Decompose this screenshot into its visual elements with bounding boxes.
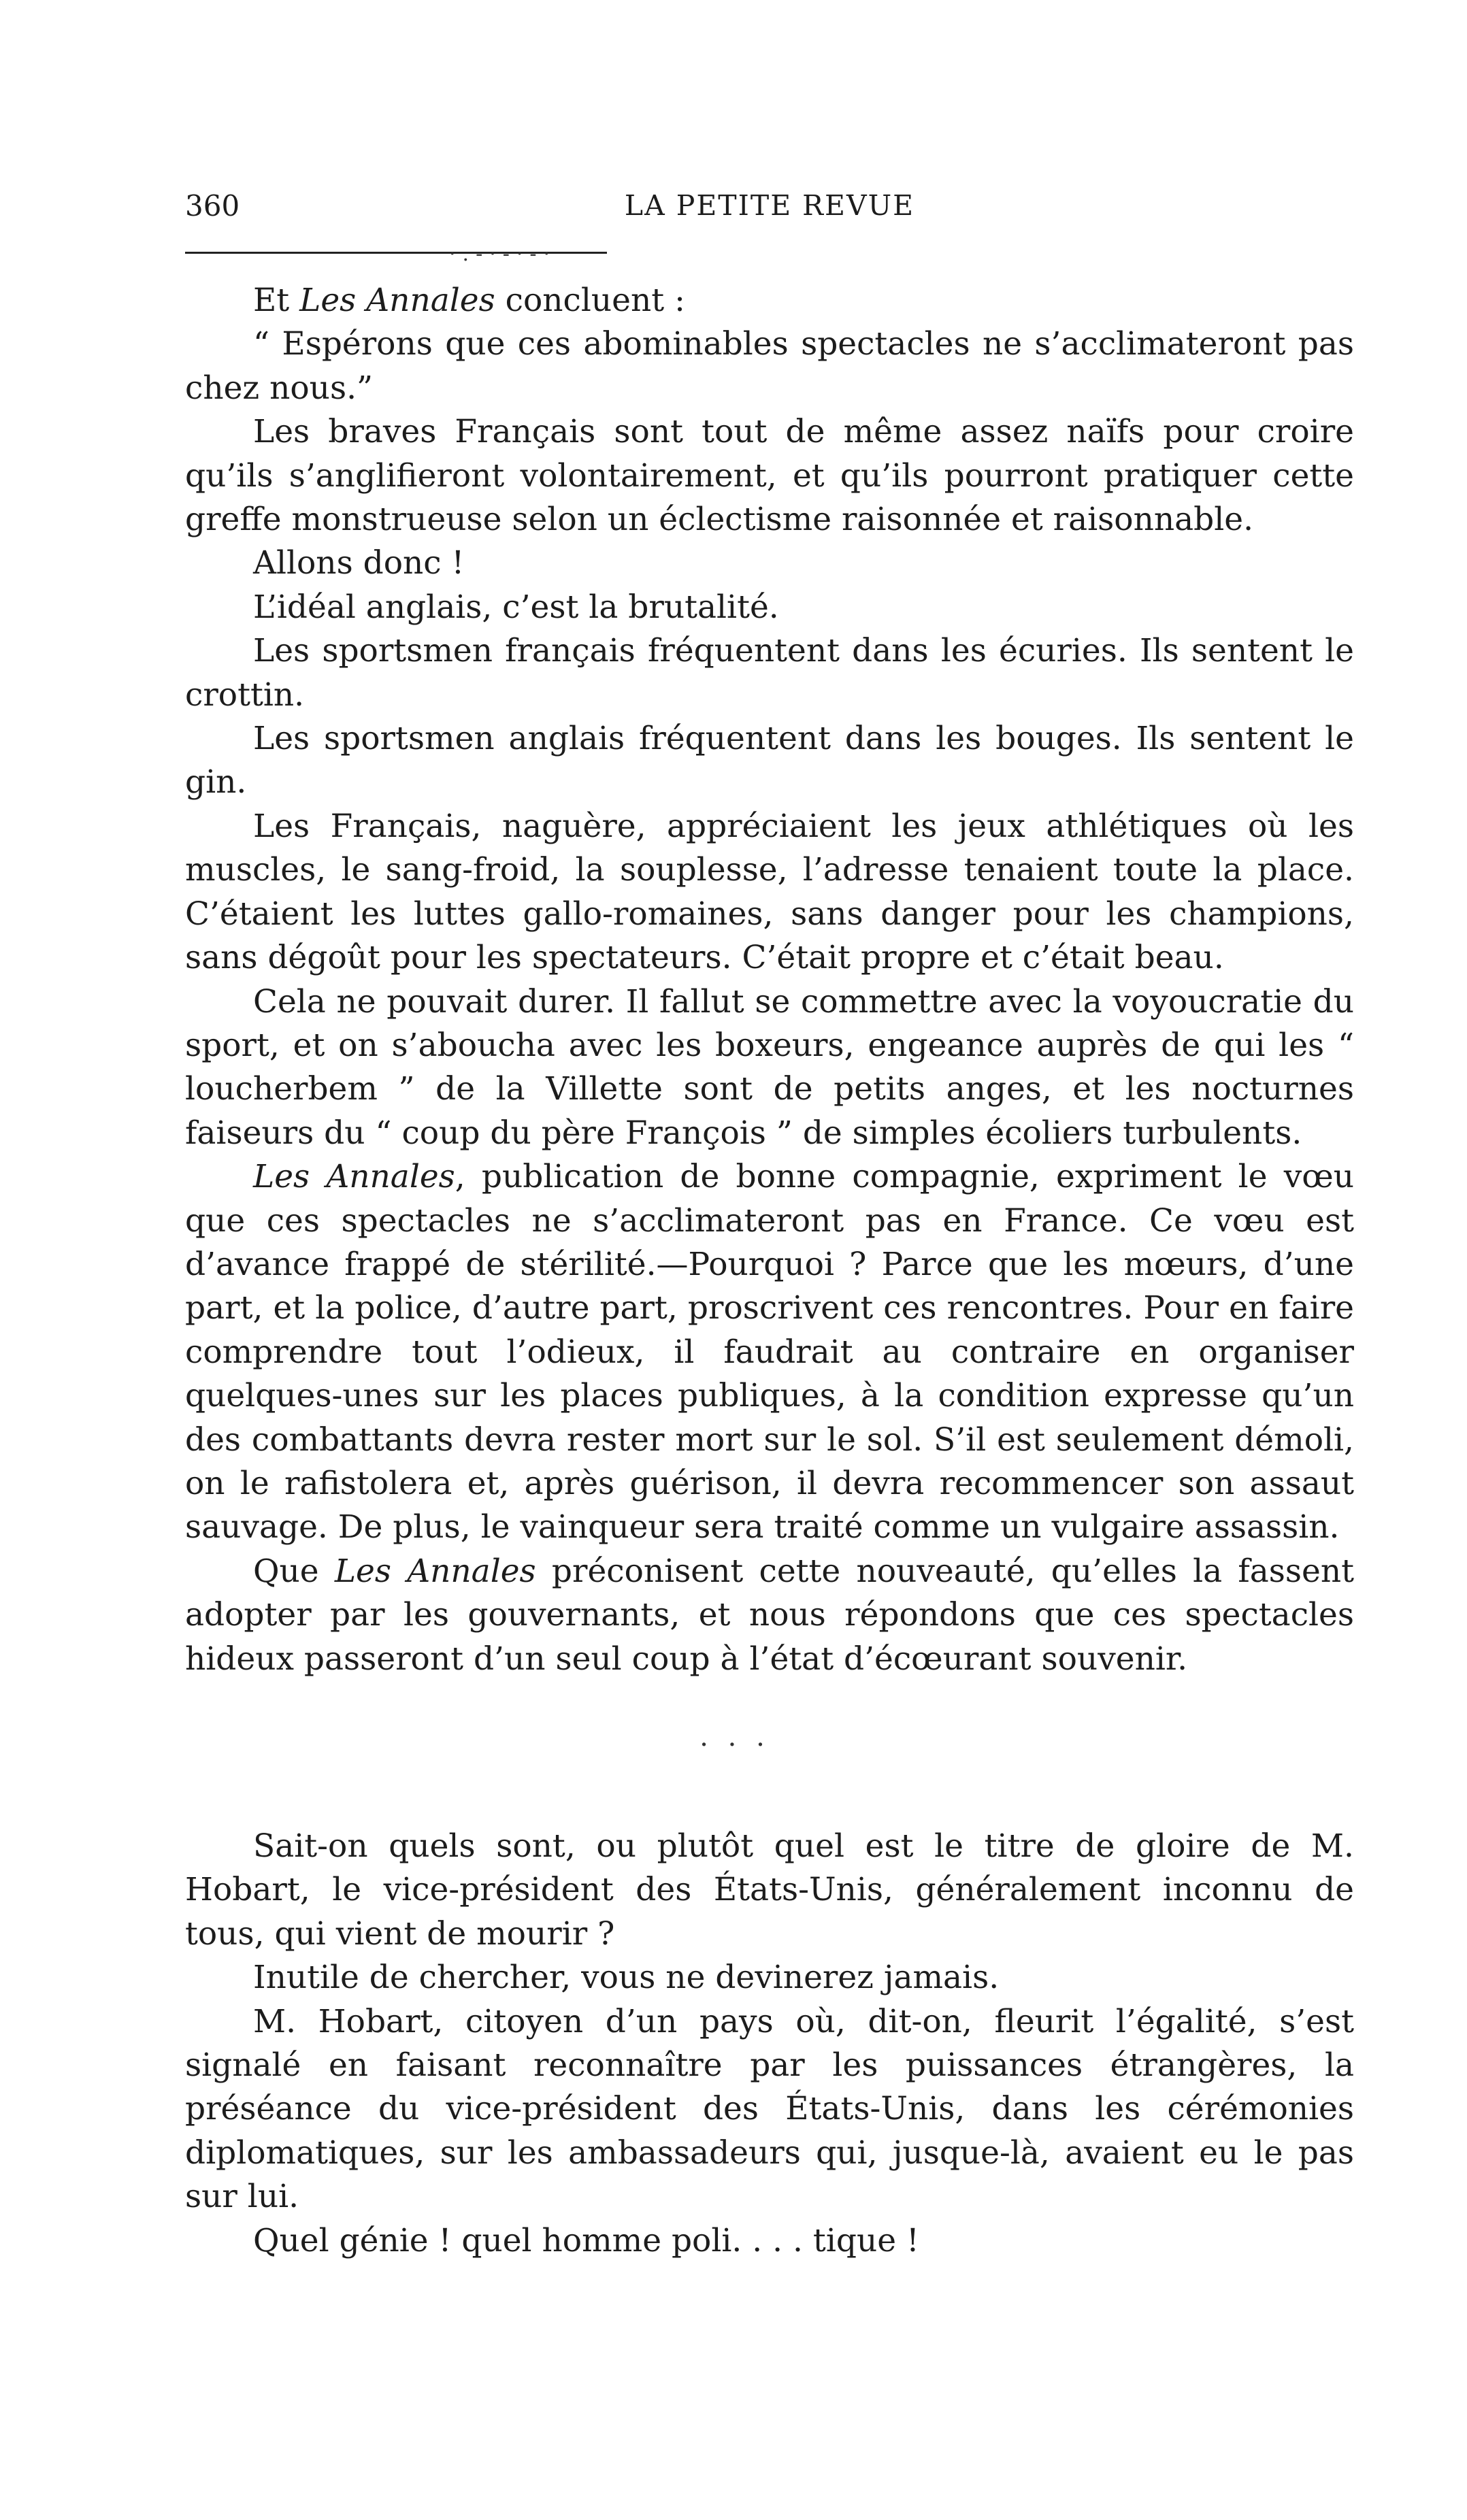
header-rule-dots: ·.-·-·-· [449,242,557,266]
paragraph: Allons donc ! [253,544,465,582]
paragraph: Cela ne pouvait durer. Il fallut se commettre avec la voyoucratie du sport, et on s’aboucha avec les boxeurs, engeance auprès de qui les “ loucherbem ” de la Villette sont de petits anges, et les nocturnes faiseurs du “ coup du père François ” de simples écoliers turbulents. [185,982,1354,1152]
paragraph: Quel génie ! quel homme poli. . . . tique ! [253,2221,919,2259]
paragraph: M. Hobart, citoyen d’un pays où, dit-on, fleurit l’égalité, s’est signalé en faisant reconnaître par les puissances étrangères, la préséance du vice-président des États-Unis, dans les cérémonies diplomatiques, sur les ambassadeurs qui, jusque-là, avaient eu le pas sur lui. [185,2002,1354,2216]
article-annales [185,279,1354,1681]
page-number: 360 [185,189,240,222]
paragraph: Les Français, naguère, appréciaient les jeux athlétiques où les muscles, le sang-froid, la souplesse, l’adresse tenaient toute la place. C’étaient les luttes gallo-romaines, sans danger pour les champions, sans dégoût pour les spectateurs. C’était propre et c’était beau. [185,807,1354,977]
running-title: LA PETITE REVUE [624,189,915,222]
paragraph: Et Les Annales concluent : [253,282,685,319]
paragraph: Les braves Français sont tout de même assez naïfs pour croire qu’ils s’anglifieront volontairement, et qu’ils pourront pratiquer cette greffe monstrueuse selon un éclectisme raisonnée et raisonnable. [185,413,1354,539]
journal-title: Les Annales [299,282,495,319]
paragraph: Inutile de chercher, vous ne devinerez jamais. [253,1959,1000,1997]
paragraph: “ Espérons que ces abominables spectacles ne s’acclimateront pas chez nous.” [185,325,1354,407]
paragraph: Les sportsmen anglais fréquentent dans les bouges. Ils sentent le gin. [185,720,1354,801]
paragraph: L’idéal anglais, c’est la brutalité. [253,588,779,626]
paragraph: Les Annales, publication de bonne compagnie, expriment le vœu que ces spectacles ne s’acclimateront pas en France. Ce vœu est d’avance frappé de stérilité.—Pourquoi ? Parce que les mœurs, d’une part, et la police, d’autre part, proscrivent ces rencontres. Pour en faire comprendre tout l’odieux, il faudrait au contraire en organiser quelques-unes sur les places publiques, à la condition expresse qu’un des combattants devra rester mort sur le sol. S’il est seulement démoli, on le rafistolera et, après guérison, il devra recommencer son assaut sauvage. De plus, le vainqueur sera traité comme un vulgaire assassin. [185,1158,1354,1546]
paragraph: Les sportsmen français fréquentent dans les écuries. Ils sentent le crottin. [185,632,1354,714]
page-header [185,189,1354,230]
section-break: · · · [699,1729,770,1761]
journal-title: Les Annales [334,1552,536,1590]
article-hobart [185,1825,1354,2263]
paragraph: Que Les Annales préconisent cette nouveauté, qu’elles la fassent adopter par les gouvernants, et nous répondons que ces spectacles hideux passeront d’un seul coup à l’état d’écœurant souvenir. [185,1552,1355,1678]
paragraph: Sait-on quels sont, ou plutôt quel est le titre de gloire de M. Hobart, le vice-président des États-Unis, généralement inconnu de tous, qui vient de mourir ? [185,1827,1354,1953]
journal-title: Les Annales [253,1158,455,1196]
